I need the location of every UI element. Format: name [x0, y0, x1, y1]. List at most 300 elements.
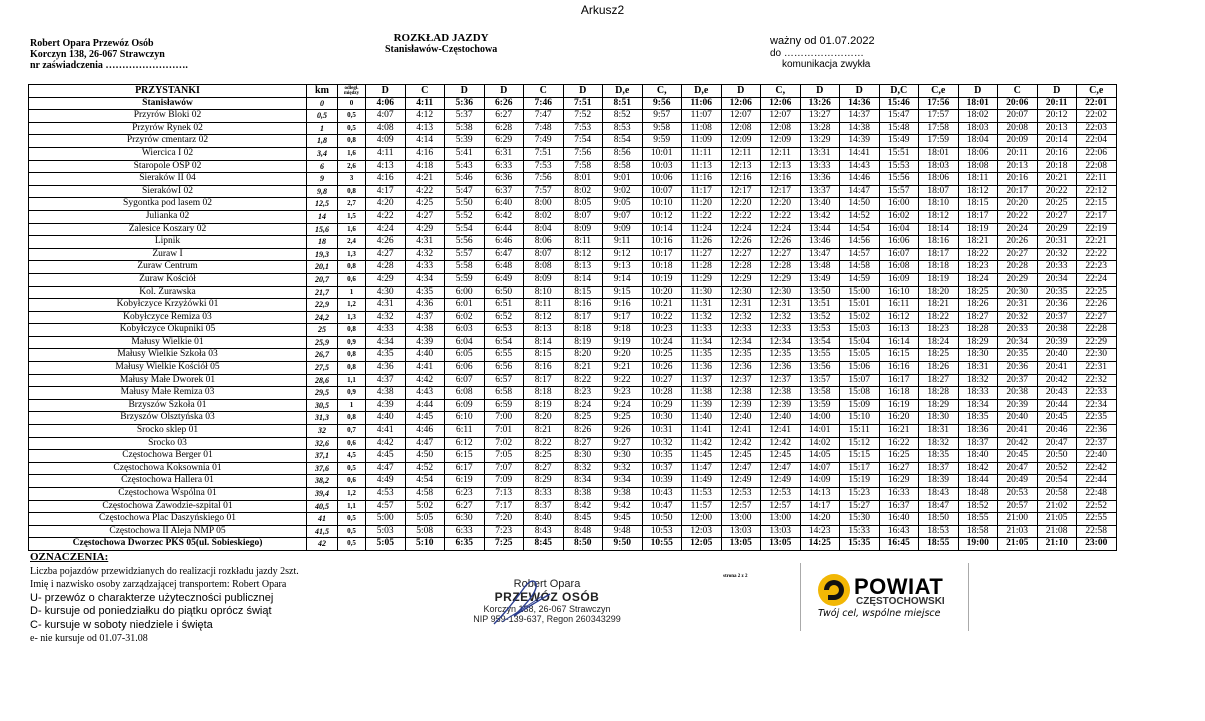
stop-name: Sygontka pod lasem 02: [29, 198, 307, 211]
stop-km: 28,6: [307, 374, 338, 387]
departure-time: 20:41: [1037, 362, 1077, 375]
departure-time: 4:09: [366, 135, 406, 148]
departure-time: 18:25: [919, 349, 959, 362]
departure-time: 4:18: [405, 160, 445, 173]
divider: [800, 563, 801, 631]
departure-time: 4:11: [366, 147, 406, 160]
departure-time: 22:06: [1077, 147, 1117, 160]
departure-time: 4:20: [366, 198, 406, 211]
departure-time: 12:31: [721, 299, 761, 312]
stop-name: Żuraw Kościół: [29, 273, 307, 286]
departure-time: 4:45: [366, 450, 406, 463]
departure-time: 22:35: [1077, 412, 1117, 425]
departure-time: 10:10: [642, 198, 682, 211]
departure-time: 18:31: [919, 425, 959, 438]
departure-time: 10:03: [642, 160, 682, 173]
departure-time: 6:53: [484, 324, 524, 337]
departure-time: 10:18: [642, 261, 682, 274]
departure-time: 11:40: [682, 412, 722, 425]
departure-time: 4:13: [366, 160, 406, 173]
departure-time: 18:30: [919, 412, 959, 425]
column-header-run: D,e: [603, 85, 643, 98]
departure-time: 13:27: [800, 110, 840, 123]
departure-time: 8:40: [524, 513, 564, 526]
departure-time: 5:05: [366, 538, 406, 551]
departure-time: 15:04: [840, 336, 880, 349]
stop-distance: 0,9: [338, 336, 366, 349]
departure-time: 15:35: [840, 538, 880, 551]
departure-time: 9:30: [603, 450, 643, 463]
departure-time: 21:03: [998, 525, 1038, 538]
departure-time: 4:07: [366, 110, 406, 123]
departure-time: 18:50: [919, 513, 959, 526]
departure-time: 18:25: [958, 286, 998, 299]
departure-time: 15:51: [879, 147, 919, 160]
stop-km: 1: [307, 122, 338, 135]
stop-name: Brzyszów Szkoła 01: [29, 399, 307, 412]
departure-time: 10:47: [642, 500, 682, 513]
departure-time: 18:26: [919, 362, 959, 375]
departure-time: 12:16: [761, 173, 801, 186]
departure-time: 11:45: [682, 450, 722, 463]
departure-time: 13:59: [800, 399, 840, 412]
column-header-run: D: [1037, 85, 1077, 98]
departure-time: 20:44: [1037, 399, 1077, 412]
stop-name: SierakówI 02: [29, 185, 307, 198]
departure-time: 20:24: [998, 223, 1038, 236]
departure-time: 20:32: [998, 311, 1038, 324]
stamp-address: Korczyn 138, 26-067 Strawczyn: [483, 604, 611, 614]
departure-time: 4:29: [366, 273, 406, 286]
departure-time: 9:17: [603, 311, 643, 324]
table-row: [29, 437, 1117, 450]
departure-time: 4:22: [405, 185, 445, 198]
departure-time: 10:22: [642, 311, 682, 324]
departure-time: 14:58: [840, 261, 880, 274]
stop-name: Częstochowa Plac Daszyńskiego 01: [29, 513, 307, 526]
stop-name: Częstochowa Hallera 01: [29, 475, 307, 488]
departure-time: 20:20: [998, 198, 1038, 211]
departure-time: 20:31: [998, 299, 1038, 312]
departure-time: 7:48: [524, 122, 564, 135]
departure-time: 4:12: [405, 110, 445, 123]
table-row: [29, 412, 1117, 425]
departure-time: 8:12: [524, 311, 564, 324]
departure-time: 16:37: [879, 500, 919, 513]
departure-time: 9:14: [603, 273, 643, 286]
departure-time: 4:25: [405, 198, 445, 211]
departure-time: 5:05: [405, 513, 445, 526]
departure-time: 10:21: [642, 299, 682, 312]
departure-time: 6:26: [484, 97, 524, 110]
departure-time: 9:45: [603, 513, 643, 526]
departure-time: 13:48: [800, 261, 840, 274]
departure-time: 12:39: [761, 399, 801, 412]
departure-time: 18:35: [919, 450, 959, 463]
departure-time: 4:27: [405, 210, 445, 223]
departure-time: 12:41: [721, 425, 761, 438]
departure-time: 8:25: [524, 450, 564, 463]
departure-time: 18:22: [919, 311, 959, 324]
stop-distance: 0: [338, 97, 366, 110]
departure-time: 7:13: [484, 488, 524, 501]
stop-km: 12,5: [307, 198, 338, 211]
departure-time: 9:20: [603, 349, 643, 362]
departure-time: 10:53: [642, 525, 682, 538]
departure-time: 22:02: [1077, 110, 1117, 123]
departure-time: 12:33: [721, 324, 761, 337]
departure-time: 20:54: [1037, 475, 1077, 488]
departure-time: 22:27: [1077, 311, 1117, 324]
stop-name: Srocko 03: [29, 437, 307, 450]
stop-name: Częstochowa II Aleja NMP 05: [29, 525, 307, 538]
departure-time: 12:40: [761, 412, 801, 425]
departure-time: 15:33: [840, 525, 880, 538]
departure-time: 13:31: [800, 147, 840, 160]
departure-time: 4:40: [405, 349, 445, 362]
stop-km: 41: [307, 513, 338, 526]
departure-time: 13:51: [800, 299, 840, 312]
stop-distance: 0,6: [338, 437, 366, 450]
stop-name: Przyrów cmentarz 02: [29, 135, 307, 148]
departure-time: 8:21: [563, 362, 603, 375]
stop-distance: 3: [338, 173, 366, 186]
departure-time: 6:35: [445, 538, 485, 551]
departure-time: 8:14: [524, 336, 564, 349]
departure-time: 22:28: [1077, 324, 1117, 337]
departure-time: 13:33: [800, 160, 840, 173]
departure-time: 22:55: [1077, 513, 1117, 526]
departure-time: 6:09: [445, 399, 485, 412]
departure-time: 6:11: [445, 425, 485, 438]
departure-time: 11:24: [682, 223, 722, 236]
departure-time: 4:43: [405, 387, 445, 400]
departure-time: 20:41: [998, 425, 1038, 438]
departure-time: 8:56: [603, 147, 643, 160]
departure-time: 15:56: [879, 173, 919, 186]
departure-time: 16:10: [879, 286, 919, 299]
departure-time: 18:44: [958, 475, 998, 488]
departure-time: 14:39: [840, 135, 880, 148]
departure-time: 8:22: [524, 437, 564, 450]
departure-time: 8:15: [563, 286, 603, 299]
departure-time: 12:34: [721, 336, 761, 349]
departure-time: 18:18: [919, 261, 959, 274]
departure-time: 8:11: [563, 236, 603, 249]
departure-time: 13:29: [800, 135, 840, 148]
departure-time: 7:47: [524, 110, 564, 123]
departure-time: 4:35: [405, 286, 445, 299]
departure-time: 21:10: [1037, 538, 1077, 551]
stop-distance: 0,7: [338, 425, 366, 438]
departure-time: 22:23: [1077, 261, 1117, 274]
departure-time: 12:42: [721, 437, 761, 450]
departure-time: 12:38: [761, 387, 801, 400]
departure-time: 22:37: [1077, 437, 1117, 450]
stop-name: Częstochowa Dworzec PKS 05(ul. Sobieskiego): [29, 538, 307, 551]
departure-time: 18:36: [958, 425, 998, 438]
departure-time: 12:34: [761, 336, 801, 349]
departure-time: 22:08: [1077, 160, 1117, 173]
departure-time: 22:48: [1077, 488, 1117, 501]
departure-time: 12:47: [721, 462, 761, 475]
departure-time: 8:11: [524, 299, 564, 312]
departure-time: 8:43: [524, 525, 564, 538]
stop-distance: 0,5: [338, 513, 366, 526]
departure-time: 5:43: [445, 160, 485, 173]
departure-time: 5:54: [445, 223, 485, 236]
departure-time: 20:57: [998, 500, 1038, 513]
departure-time: 22:24: [1077, 273, 1117, 286]
column-header-run: D: [721, 85, 761, 98]
departure-time: 16:13: [879, 324, 919, 337]
departure-time: 20:28: [998, 261, 1038, 274]
departure-time: 11:17: [682, 185, 722, 198]
departure-time: 20:11: [1037, 97, 1077, 110]
departure-time: 20:34: [998, 336, 1038, 349]
departure-time: 22:33: [1077, 387, 1117, 400]
departure-time: 6:19: [445, 475, 485, 488]
departure-time: 22:34: [1077, 399, 1117, 412]
departure-time: 9:27: [603, 437, 643, 450]
departure-time: 22:15: [1077, 198, 1117, 211]
departure-time: 12:45: [761, 450, 801, 463]
stop-name: Julianka 02: [29, 210, 307, 223]
departure-time: 4:44: [405, 399, 445, 412]
departure-time: 16:12: [879, 311, 919, 324]
table-row: [29, 248, 1117, 261]
departure-time: 16:11: [879, 299, 919, 312]
departure-time: 20:06: [998, 97, 1038, 110]
departure-time: 15:15: [840, 450, 880, 463]
stop-name: Brzyszów Olsztyńska 03: [29, 412, 307, 425]
table-row: [29, 210, 1117, 223]
departure-time: 16:21: [879, 425, 919, 438]
departure-time: 12:17: [721, 185, 761, 198]
departure-time: 18:21: [919, 299, 959, 312]
departure-time: 13:42: [800, 210, 840, 223]
departure-time: 18:01: [919, 147, 959, 160]
departure-time: 11:13: [682, 160, 722, 173]
departure-time: 22:12: [1077, 185, 1117, 198]
departure-time: 20:13: [1037, 122, 1077, 135]
departure-time: 15:09: [840, 399, 880, 412]
departure-time: 5:03: [366, 525, 406, 538]
departure-time: 12:22: [761, 210, 801, 223]
departure-time: 12:35: [761, 349, 801, 362]
departure-time: 18:34: [958, 399, 998, 412]
stop-distance: 2,4: [338, 236, 366, 249]
departure-time: 11:49: [682, 475, 722, 488]
departure-time: 4:38: [405, 324, 445, 337]
departure-time: 20:31: [1037, 236, 1077, 249]
departure-time: 6:27: [484, 110, 524, 123]
departure-time: 6:33: [445, 525, 485, 538]
departure-time: 9:58: [642, 122, 682, 135]
departure-time: 15:06: [840, 362, 880, 375]
departure-time: 7:00: [484, 412, 524, 425]
departure-time: 4:47: [405, 437, 445, 450]
departure-time: 20:43: [1037, 387, 1077, 400]
departure-time: 7:01: [484, 425, 524, 438]
departure-time: 5:58: [445, 261, 485, 274]
departure-time: 11:31: [682, 299, 722, 312]
departure-time: 10:20: [642, 286, 682, 299]
departure-time: 19:00: [958, 538, 998, 551]
departure-time: 13:55: [800, 349, 840, 362]
stop-km: 6: [307, 160, 338, 173]
departure-time: 22:25: [1077, 286, 1117, 299]
departure-time: 18:39: [919, 475, 959, 488]
departure-time: 6:23: [445, 488, 485, 501]
departure-time: 4:16: [366, 173, 406, 186]
stop-name: Kol. Żurawska: [29, 286, 307, 299]
departure-time: 12:26: [721, 236, 761, 249]
departure-time: 11:27: [682, 248, 722, 261]
departure-time: 6:47: [484, 248, 524, 261]
stop-name: Częstochowa Koksownia 01: [29, 462, 307, 475]
departure-time: 11:30: [682, 286, 722, 299]
stop-name: Małusy Małe Dworek 01: [29, 374, 307, 387]
departure-time: 6:59: [484, 399, 524, 412]
departure-time: 15:02: [840, 311, 880, 324]
departure-time: 16:22: [879, 437, 919, 450]
stop-distance: 0,8: [338, 185, 366, 198]
departure-time: 12:09: [761, 135, 801, 148]
departure-time: 4:26: [366, 236, 406, 249]
table-row: [29, 349, 1117, 362]
departure-time: 20:33: [1037, 261, 1077, 274]
departure-time: 8:24: [563, 399, 603, 412]
departure-time: 13:40: [800, 198, 840, 211]
departure-time: 13:56: [800, 362, 840, 375]
column-header-stops: PRZYSTANKI: [29, 85, 307, 98]
departure-time: 8:05: [563, 198, 603, 211]
departure-time: 18:33: [958, 387, 998, 400]
departure-time: 12:35: [721, 349, 761, 362]
departure-time: 8:07: [524, 248, 564, 261]
departure-time: 20:40: [998, 412, 1038, 425]
departure-time: 7:56: [563, 147, 603, 160]
departure-time: 5:50: [445, 198, 485, 211]
departure-time: 13:44: [800, 223, 840, 236]
table-row: [29, 387, 1117, 400]
departure-time: 20:09: [998, 135, 1038, 148]
departure-time: 16:04: [879, 223, 919, 236]
departure-time: 18:19: [919, 273, 959, 286]
departure-time: 20:18: [1037, 160, 1077, 173]
stop-km: 30,5: [307, 399, 338, 412]
departure-time: 10:55: [642, 538, 682, 551]
departure-time: 20:45: [1037, 412, 1077, 425]
departure-time: 8:58: [603, 160, 643, 173]
departure-time: 12:47: [761, 462, 801, 475]
departure-time: 6:12: [445, 437, 485, 450]
stop-name: Kobyłczyce Okupniki 05: [29, 324, 307, 337]
departure-time: 11:22: [682, 210, 722, 223]
departure-time: 8:48: [563, 525, 603, 538]
table-row: [29, 223, 1117, 236]
column-header-run: C,: [642, 85, 682, 98]
stop-distance: 0,8: [338, 324, 366, 337]
powiat-logo-icon: [814, 572, 854, 608]
departure-time: 20:27: [998, 248, 1038, 261]
departure-time: 20:53: [998, 488, 1038, 501]
departure-time: 15:48: [879, 122, 919, 135]
departure-time: 10:19: [642, 273, 682, 286]
departure-time: 20:39: [998, 399, 1038, 412]
departure-time: 16:16: [879, 362, 919, 375]
departure-time: 6:15: [445, 450, 485, 463]
departure-time: 13:05: [721, 538, 761, 551]
departure-time: 7:20: [484, 513, 524, 526]
stop-distance: 1,2: [338, 488, 366, 501]
departure-time: 4:27: [366, 248, 406, 261]
departure-time: 18:10: [919, 198, 959, 211]
departure-time: 6:06: [445, 362, 485, 375]
legend-d: D- kursuje od poniedziałku do piątku oprócz świąt: [30, 605, 272, 617]
departure-time: 12:20: [721, 198, 761, 211]
stop-distance: 0,8: [338, 135, 366, 148]
departure-time: 14:09: [800, 475, 840, 488]
departure-time: 11:06: [682, 97, 722, 110]
departure-time: 4:28: [366, 261, 406, 274]
departure-time: 8:34: [563, 475, 603, 488]
departure-time: 11:33: [682, 324, 722, 337]
departure-time: 14:46: [840, 173, 880, 186]
departure-time: 5:37: [445, 110, 485, 123]
departure-time: 20:16: [998, 173, 1038, 186]
departure-time: 4:29: [405, 223, 445, 236]
departure-time: 18:43: [919, 488, 959, 501]
stop-km: 15,6: [307, 223, 338, 236]
stop-km: 25,9: [307, 336, 338, 349]
departure-time: 20:42: [998, 437, 1038, 450]
departure-time: 21:00: [998, 513, 1038, 526]
table-row: [29, 173, 1117, 186]
departure-time: 12:30: [721, 286, 761, 299]
departure-time: 6:51: [484, 299, 524, 312]
validity-header: [770, 35, 875, 70]
table-row: [29, 362, 1117, 375]
departure-time: 4:21: [405, 173, 445, 186]
departure-time: 12:16: [721, 173, 761, 186]
departure-time: 20:52: [1037, 462, 1077, 475]
departure-time: 20:29: [998, 273, 1038, 286]
departure-time: 14:23: [800, 525, 840, 538]
departure-time: 13:49: [800, 273, 840, 286]
departure-time: 10:39: [642, 475, 682, 488]
departure-time: 9:56: [642, 97, 682, 110]
table-row: [29, 450, 1117, 463]
departure-time: 12:29: [721, 273, 761, 286]
departure-time: 20:39: [1037, 336, 1077, 349]
departure-time: 12:30: [761, 286, 801, 299]
departure-time: 16:09: [879, 273, 919, 286]
signature: [484, 572, 564, 632]
departure-time: 17:56: [919, 97, 959, 110]
stop-distance: 0,8: [338, 261, 366, 274]
departure-time: 5:56: [445, 236, 485, 249]
departure-time: 20:33: [998, 324, 1038, 337]
departure-time: 16:14: [879, 336, 919, 349]
departure-time: 11:35: [682, 349, 722, 362]
departure-time: 12:57: [721, 500, 761, 513]
operator-address: Korczyn 138, 26-067 Strawczyn: [30, 49, 165, 60]
departure-time: 4:40: [366, 412, 406, 425]
column-header-distance: odległ. między: [338, 85, 366, 98]
departure-time: 9:07: [603, 210, 643, 223]
